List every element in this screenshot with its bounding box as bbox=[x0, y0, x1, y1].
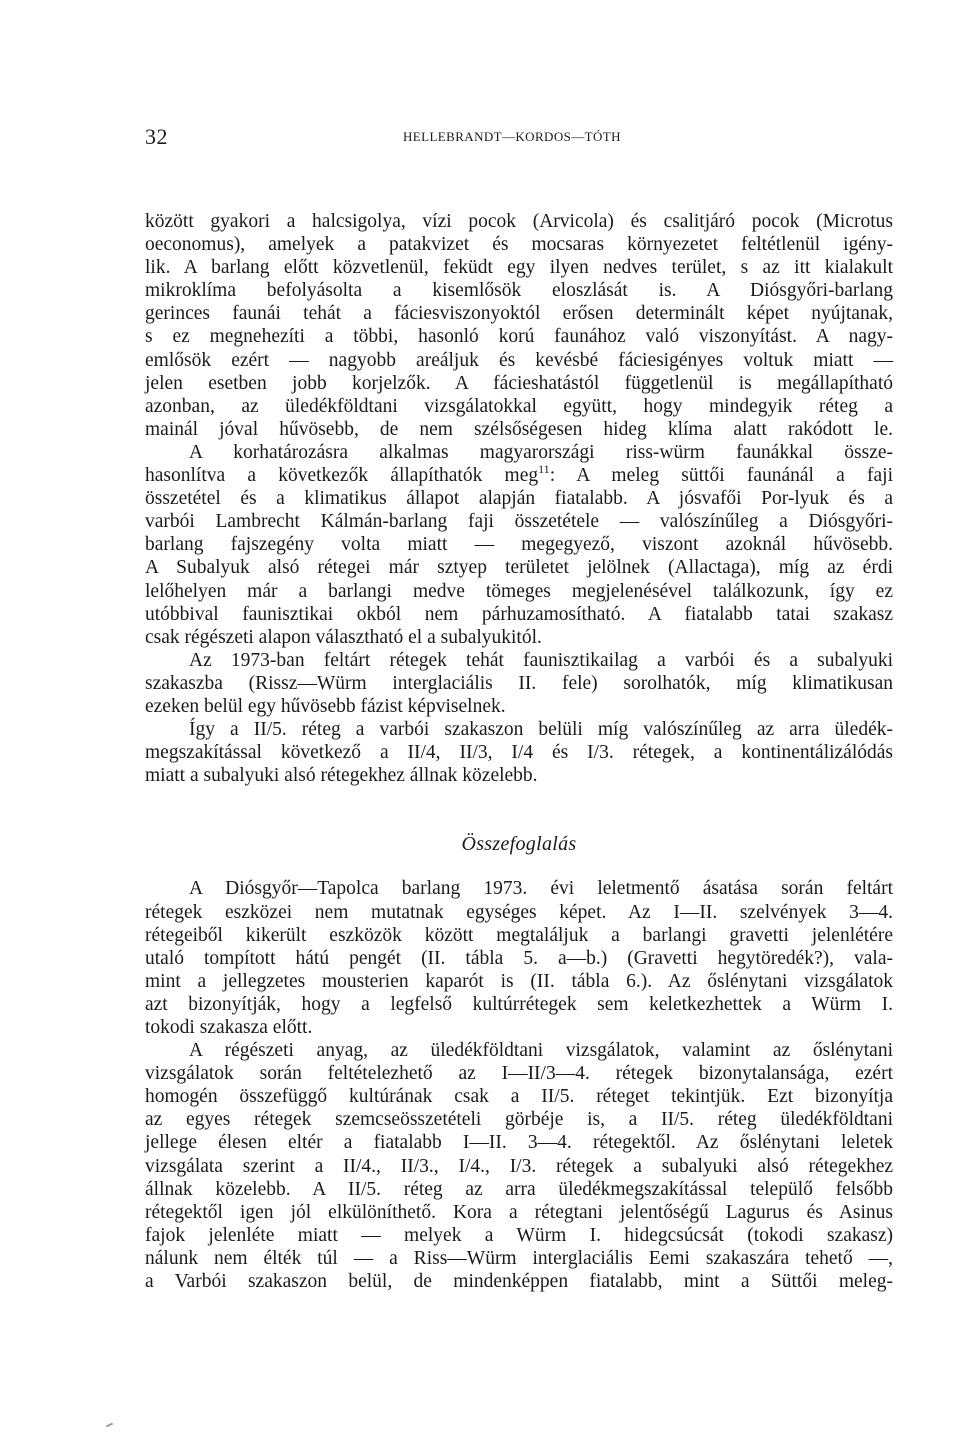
text-line: gerinces faunái tehát a fáciesviszonyoktól erősen determinált képet nyújtanak, bbox=[145, 303, 893, 325]
summary-line: a Varbói szakaszon belül, de mindenképpen fiatalabb, mint a Süttői meleg- bbox=[145, 1271, 893, 1293]
text-line: összetétel és a klimatikus állapot alapján fiatalabb. A jósvafői Por-lyuk és a bbox=[145, 488, 893, 510]
footnote-reference: 11 bbox=[538, 462, 550, 477]
running-head-authors: HELLEBRANDT—KORDOS—TÓTH bbox=[403, 129, 621, 144]
text-line: azonban, az üledékföldtani vizsgálatokkal együtt, hogy mindegyik réteg a bbox=[145, 395, 893, 417]
summary-line: nálunk nem élték túl — a Riss—Würm interglaciális Eemi szakaszára tehető —, bbox=[145, 1247, 893, 1269]
summary-line: rétegeiből kikerült eszközök között megtaláljuk a barlangi gravetti jelenlétére bbox=[145, 924, 893, 946]
summary-line: az egyes rétegek szemcseösszetételi görbéje is, a II/5. réteg üledékföldtani bbox=[145, 1109, 893, 1131]
text-line: ezeken belül egy hűvösebb fázist képviselnek. bbox=[145, 695, 506, 717]
summary-line: vizsgálata szerint a II/4., II/3., I/4., I/3. rétegek a subalyuki alsó rétegekhez bbox=[145, 1155, 893, 1177]
summary-line: A régészeti anyag, az üledékföldtani vizsgálatok, valamint az őslénytani bbox=[189, 1040, 893, 1062]
text-line: között gyakori a halcsigolya, vízi pocok (Arvicola) és csalitjáró pocok (Microtus bbox=[145, 211, 893, 232]
summary-line: állnak közelebb. A II/5. réteg az arra üledékmegszakítással települő felsőbb bbox=[145, 1178, 893, 1200]
text-line: A Subalyuk alsó rétegei már sztyep területet jelölnek (Allactaga), míg az érdi bbox=[145, 557, 893, 579]
summary-line: utaló tompított hátú pengét (II. tábla 5. a—b.) (Gravetti hegytöredék?), vala- bbox=[145, 947, 893, 969]
summary-line: homogén összefüggő kultúrának csak a II/5. réteget tekintjük. Ezt bizonyítja bbox=[145, 1086, 893, 1108]
summary-line: rétegektől igen jól elkülöníthető. Kora a rétegtani jelentőségű Lagurus és Asinus bbox=[145, 1201, 893, 1223]
summary-line: tokodi szakasza előtt. bbox=[145, 1017, 313, 1038]
text-line: jelen esetben jobb korjelzők. A fácieshatástól függetlenül is megállapítható bbox=[145, 372, 893, 394]
summary-line: jellege élesen eltér a fiatalabb I—II. 3—4. rétegektől. Az őslénytani leletek bbox=[145, 1132, 893, 1154]
summary-line: rétegek eszközei nem mutatnak egységes képet. Az I—II. szelvények 3—4. bbox=[145, 901, 893, 923]
main-text bbox=[145, 210, 893, 1293]
text-line: csak régészeti alapon választható el a subalyukitól. bbox=[145, 626, 542, 648]
text-line: mainál jóval hűvösebb, de nem szélsőségesen hideg klíma alatt rakódott le. bbox=[145, 418, 893, 440]
page-number: 32 bbox=[145, 124, 168, 149]
text-line: Így a II/5. réteg a varbói szakaszon belüli míg valószínűleg az arra üledék- bbox=[189, 719, 893, 741]
section-title-summary: Összefoglalás bbox=[461, 833, 577, 856]
text-line: varbói Lambrecht Kálmán-barlang faji összetétele — valószínűleg a Diósgyőri- bbox=[145, 511, 893, 533]
text-line: emlősök ezért — nagyobb areáljuk és kevésbé fáciesigényes voltuk miatt — bbox=[145, 349, 893, 371]
scan-speck bbox=[106, 1423, 113, 1428]
text-line: lelőhelyen már a barlangi medve tömeges megjelenésével találkozunk, így ez bbox=[145, 580, 893, 602]
text-line: s ez megnehezíti a többi, hasonló korú faunához való viszonyítást. A nagy- bbox=[145, 326, 893, 348]
summary-line: azt bizonyítják, hogy a legfelső kultúrrétegek sem keletkezhettek a Würm I. bbox=[145, 993, 893, 1015]
text-line: megszakítással következő a II/4, II/3, I/4 és I/3. rétegek, a kontinentálizálódás bbox=[145, 742, 893, 764]
text-line: barlang fajszegény volta miatt — megegyező, viszont azoknál hűvösebb. bbox=[145, 534, 893, 556]
summary-line: vizsgálatok során feltételezhető az I—II/3—4. rétegek bizonytalansága, ezért bbox=[145, 1063, 893, 1085]
text-line: miatt a subalyuki alsó rétegekhez állnak közelebb. bbox=[145, 765, 538, 787]
spacer bbox=[145, 856, 893, 877]
text-segment: : A meleg süttői faunánál a faji bbox=[549, 465, 893, 487]
text-line: lik. A barlang előtt közvetlenül, feküdt egy ilyen nedves terület, s az itt kialakult bbox=[145, 257, 893, 279]
text-line: Az 1973-ban feltárt rétegek tehát faunisztikailag a varbói és a subalyuki bbox=[189, 649, 893, 671]
page-header bbox=[145, 124, 890, 154]
text-line: A korhatározásra alkalmas magyarországi riss-würm faunákkal össze- bbox=[189, 441, 893, 463]
text-segment: hasonlítva a következők állapíthatók meg bbox=[145, 465, 539, 487]
summary-line: A Diósgyőr—Tapolca barlang 1973. évi leletmentő ásatása során feltárt bbox=[189, 878, 893, 900]
text-line: mikroklíma befolyásolta a kisemlősök eloszlását is. A Diósgyőri-barlang bbox=[145, 280, 893, 302]
summary-line: fajok jelenléte miatt — melyek a Würm I. hidegcsúcsát (tokodi szakasz) bbox=[145, 1224, 893, 1246]
text-line: oeconomus), amelyek a patakvizet és mocsaras környezetet feltétlenül igény- bbox=[145, 234, 893, 256]
text-line: szakaszba (Rissz—Würm interglaciális II. fele) sorolhatók, míg klimatikusan bbox=[145, 672, 893, 694]
text-line-with-footnote bbox=[145, 464, 893, 487]
spacer bbox=[145, 787, 893, 833]
text-line: utóbbival faunisztikai okból nem párhuzamosítható. A fiatalabb tatai szakasz bbox=[145, 603, 893, 625]
summary-line: mint a jellegzetes mousterien kaparót is (II. tábla 6.). Az őslénytani vizsgálatok bbox=[145, 970, 893, 992]
